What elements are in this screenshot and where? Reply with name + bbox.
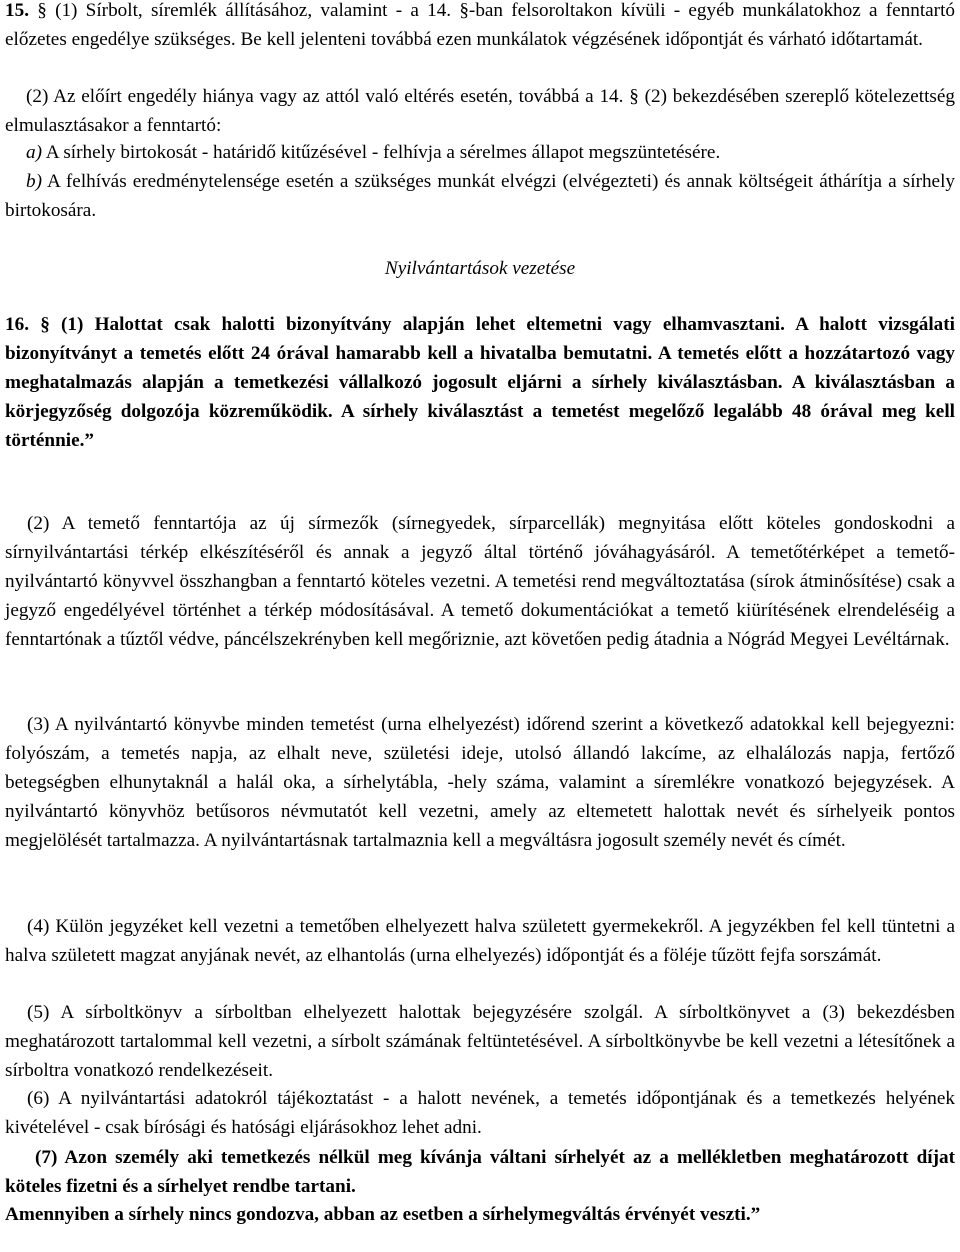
section-16-paragraph-2: (2) A temető fenntartója az új sírmezők (sírnegyedek, sírparcellák) megnyitása előtt köteles gondoskodni a sírnyilvántartási térkép elkészítéséről és annak a jegyző által történő jóváhagyásáról. A temetőtérképet a temető-nyilvántartó könyvvel összhangban a fenntartó köteles vezetni. A temetési rend megváltoztatása (sírok átminősítése) csak a jegyző engedélyével történhet a térkép módosításával. A temető dokumentációkat a temető kiürítésének elrendeléséig a fenntartónak a tűztől védve, páncélszekrényben kell megőriznie, azt követően pedig átadnia a Nógrád Megyei Levéltárnak.: [5, 513, 955, 650]
section-16-paragraph-6: (6) A nyilvántartási adatokról tájékoztatást - a halott nevének, a temetés időpontjának és a temetkezés helyének kivételével - csak bírósági és hatósági eljárásokhoz lehet adni.: [5, 1088, 955, 1138]
section-16-paragraph-7: (7) Azon személy aki temetkezés nélkül meg kívánja váltani sírhelyét az a mellékletben meghatározott díjat köteles fizetni és a sírhelyet rendbe tartani.: [5, 1147, 955, 1197]
section-heading: Nyilvántartások vezetése: [384, 258, 576, 279]
section-15-number: 15.: [5, 0, 29, 21]
section-16-paragraph-8: Amennyiben a sírhely nincs gondozva, abban az esetben a sírhelymegváltás érvényét veszti.”: [5, 1204, 761, 1225]
section-16-paragraph-4: (4) Külön jegyzéket kell vezetni a temetőben elhelyezett halva született gyermekekről. A jegyzékben fel kell tüntetni a halva született magzat anyjának nevét, az elhantolás (urna elhelyezés) időpontját és a föléje tűzött fejfa sorszámát.: [5, 916, 955, 966]
point-a-label: a): [26, 142, 42, 163]
section-15-point-b: [5, 167, 955, 225]
section-15-paragraph-1: [5, 0, 955, 54]
section-15-paragraph-2: (2) Az előírt engedély hiánya vagy az attól való eltérés esetén, továbbá a 14. § (2) bekezdésében szereplő kötelezettség elmulasztásakor a fenntartó:: [5, 86, 955, 136]
point-b-label: b): [26, 171, 42, 192]
section-16-paragraph-5: (5) A sírboltkönyv a sírboltban elhelyezett halottak bejegyzésére szolgál. A sírboltkönyvet a (3) bekezdésben meghatározott tartalommal kell vezetni, a sírbolt számának feltüntetésével. A sírboltkönyvbe be kell vezetni a létesítőnek a sírboltra vonatkozó rendelkezéseit.: [5, 1002, 955, 1081]
point-b-text: A felhívás eredménytelensége esetén a szükséges munkát elvégzi (elvégezteti) és annak költségeit áthárítja a sírhely birtokosára.: [5, 171, 955, 221]
section-15-point-a: [5, 138, 955, 167]
section-16-paragraph-3: (3) A nyilvántartó könyvbe minden temetést (urna elhelyezést) időrend szerint a következő adatokkal kell bejegyezni: folyószám, a temetés napja, az elhalt neve, születési ideje, utolsó állandó lakcíme, az elhalálozás napja, fertőző betegségben elhunytaknál a halál oka, a sírhelytábla, -hely száma, valamint a síremlékre vonatkozó bejegyzések. A nyilvántartó könyvhöz betűsoros névmutatót kell vezetni, amely az eltemetett halottak nevét és sírhelyeik pontos megjelölését tartalmazza. A nyilvántartásnak tartalmaznia kell a megváltásra jogosult személy nevét és címét.: [5, 714, 955, 851]
point-a-text: A sírhely birtokosát - határidő kitűzésével - felhívja a sérelmes állapot megszüntetésére.: [41, 142, 721, 163]
section-16-paragraph-1: 16. § (1) Halottat csak halotti bizonyítvány alapján lehet eltemetni vagy elhamvasztani. A halott vizsgálati bizonyítványt a temetés előtt 24 órával hamarabb kell a hivatalba bemutatni. A temetés előtt a hozzátartozó vagy meghatalmazás alapján a temetkezési vállalkozó jogosult eljárni a sírhely kiválasztásban. A kiválasztásban a körjegyzőség dolgozója közreműködik. A sírhely kiválasztást a temetést megelőző legalább 48 órával meg kell történnie.”: [5, 314, 955, 451]
section-15-text: § (1) Sírbolt, síremlék állításához, valamint - a 14. §-ban felsoroltakon kívüli - egyéb munkálatokhoz a fenntartó előzetes engedélye szükséges. Be kell jelenteni továbbá ezen munkálatok végzésének időpontját és várható időtartamát.: [5, 0, 955, 50]
